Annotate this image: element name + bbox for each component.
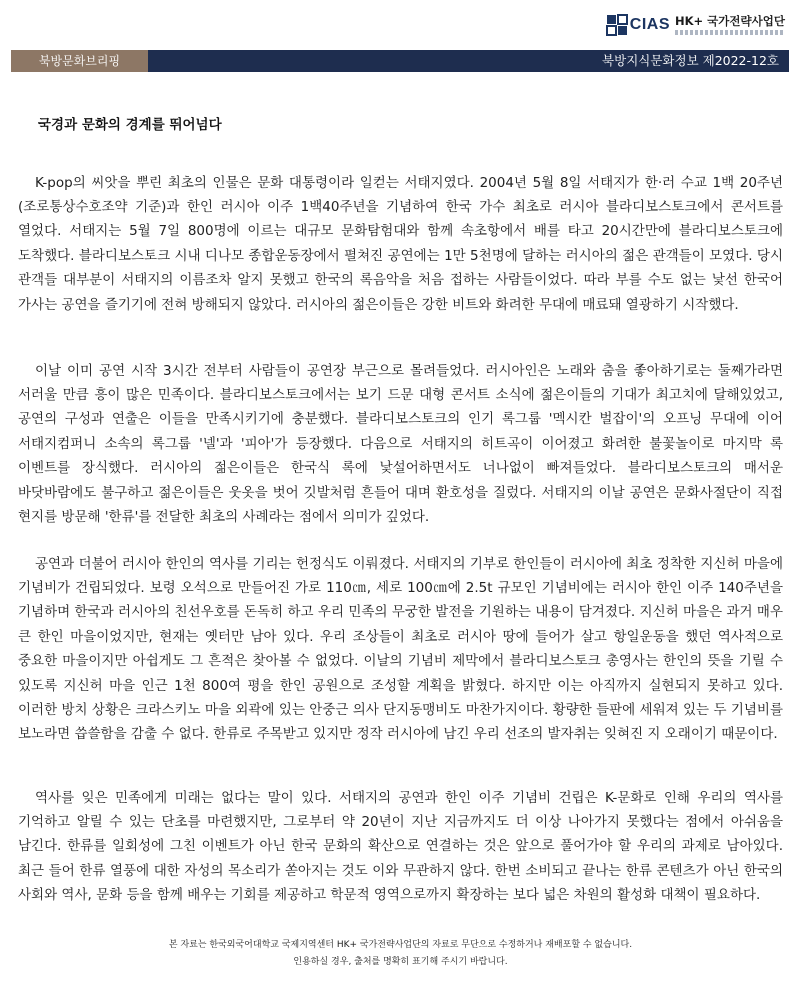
cias-logo-icon [606, 14, 628, 36]
footer [0, 937, 801, 971]
article-title: 국경과 문화의 경계를 뛰어넘다 [38, 117, 222, 133]
logo [606, 8, 785, 42]
article-paragraph: 역사를 잊은 민족에게 미래는 없다는 말이 있다. 서태지의 공연과 한인 이주 기념비 건립은 K-문화로 인해 우리의 역사를 기억하고 알릴 수 있는 단초를 마련했지만, 그로부터 약 20년이 지난 지금까지도 더 이상 나아가지 못했다는 점에서 아쉬움을 남긴다. 한류를 일회성에 그친 이벤트가 아닌 한국 문화의 확산으로 연결하는 것은 앞으로 풀어가야 할 우리의 과제로 남아있다. 최근 들어 한류 열풍에 대한 자성의 목소리가 쏟아지는 것도 이와 무관하지 않다. 한번 소비되고 끝나는 한류 콘텐츠가 아닌 한국의 사회와 역사, 문화 등을 함께 배우는 기회를 제공하고 학문적 영역으로까지 확장하는 보다 넓은 차원의 활성화 대책이 필요하다. [18, 789, 783, 904]
logo-subtext-decoration [675, 30, 785, 35]
footer-citation: 인용하실 경우, 출처를 명확히 표기해 주시기 바랍니다. [293, 957, 508, 967]
footer-notice: 본 자료는 한국외국어대학교 국제지역센터 HK+ 국가전략사업단의 자료로 무단으로 수정하거나 재배포할 수 없습니다. [168, 940, 633, 950]
header-band [11, 50, 789, 72]
article-paragraph: 공연과 더불어 러시아 한인의 역사를 기리는 헌정식도 이뤄졌다. 서태지의 기부로 한인들이 러시아에 최초 정착한 지신허 마을에 기념비가 건립되었다. 보령 오석으로 만들어진 가로 110㎝, 세로 100㎝에 2.5t 규모인 기념비에는 러시아 한인 이주 140주년을 기념하며 한국과 러시아의 친선우호를 돈독히 하고 우리 민족의 무궁한 발전을 기원하는 내용이 담겨졌다. 지신허 마을은 과거 매우 큰 한인 마을이었지만, 현재는 옛터만 남아 있다. 우리 조상들이 최초로 러시아 땅에 들어가 살고 항일운동을 했던 역사적으로 중요한 마을이지만 아쉽게도 그 흔적은 찾아볼 수 없었다. 이날의 기념비 제막에서 블라디보스토크 총영사는 한인의 뜻을 기릴 수 있도록 지신허 마을 인근 1천 800여 평을 한인 공원으로 조성할 계획을 밝혔다. 하지만 이는 아직까지 실현되지 못하고 있다. 이러한 방치 상황은 크라스키노 마을 외곽에 있는 안중근 의사 단지동맹비도 마찬가지이다. 황량한 들판에 세워져 있는 두 기념비를 보노라면 씁쓸함을 감출 수 없다. 한류로 주목받고 있지만 정작 러시아에 남긴 우리 선조의 발자취는 잊혀진 지 오래이기 때문이다. [18, 555, 783, 743]
logo-title: HK+ 국가전략사업단 [675, 14, 785, 28]
article-paragraph: 이날 이미 공연 시작 3시간 전부터 사람들이 공연장 부근으로 몰려들었다. 러시아인은 노래와 춤을 좋아하기로는 둘째가라면 서러울 만큼 흥이 많은 민족이다. 블라디보스토크에서는 보기 드문 대형 콘서트 소식에 젊은이들의 기대가 최고치에 달해있었고, 공연의 구성과 연출은 이들을 만족시키기에 충분했다. 블라디보스토크의 인기 록그룹 '멕시칸 벌잡이'의 오프닝 무대에 이어 서태지컴퍼니 소속의 록그룹 '넬'과 '피아'가 등장했다. 다음으로 서태지의 히트곡이 이어졌고 화려한 불꽃놀이로 마지막 록 이벤트를 장식했다. 러시아의 젊은이들은 한국식 록에 낯설어하면서도 너나없이 빠져들었다. 블라디보스토크의 매서운 바닷바람에도 불구하고 젊은이들은 웃옷을 벗어 깃발처럼 흔들어 대며 환호성을 질렀다. 서태지의 이날 공연은 문화사절단이 직접 현지를 방문해 '한류'를 전달한 최초의 사례라는 점에서 의미가 깊었다. [18, 362, 783, 525]
series-label: 북방문화브리핑 [11, 50, 148, 72]
issue-number: 북방지식문화정보 제2022-12호 [602, 53, 779, 68]
article-paragraph: K-pop의 씨앗을 뿌린 최초의 인물은 문화 대통령이라 일컫는 서태지였다. 2004년 5월 8일 서태지가 한·러 수교 1백 20주년(조로통상수호조약 기준)과 한인 러시아 이주 1백40주년을 기념하여 한국 가수 최초로 러시아 블라디보스토크에서 콘서트를 열었다. 서태지는 5월 7일 800명에 이르는 대규모 문화탐험대와 함께 속초항에서 배를 타고 20시간만에 블라디보스토크에 도착했다. 블라디보스토크 시내 디나모 종합운동장에서 펼쳐진 공연에는 1만 5천명에 달하는 러시아의 젊은 관객들이 모였다. 당시 관객들 대부분이 서태지의 이름조차 알지 못했고 한국의 록음악을 처음 접하는 사람들이었다. 따라 부를 수도 없는 낯선 한국어 가사는 공연을 즐기기에 전혀 방해되지 않았다. 러시아의 젊은이들은 강한 비트와 화려한 무대에 매료돼 열광하기 시작했다. [18, 174, 783, 313]
logo-name: CIAS [629, 16, 670, 33]
